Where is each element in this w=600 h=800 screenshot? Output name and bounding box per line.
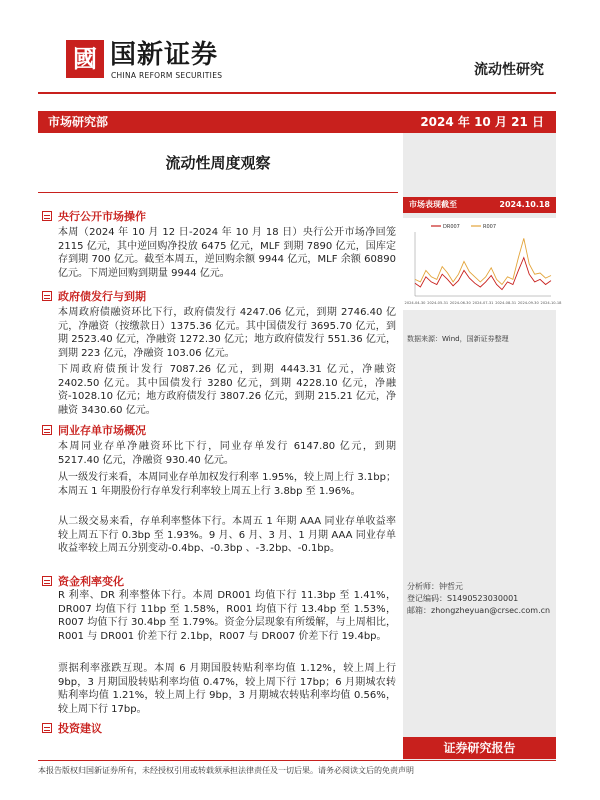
logo-mark — [66, 40, 104, 78]
section-heading-funding-rates: 资金利率变化 — [42, 575, 124, 589]
chart-header-title: 市场表现截至 — [409, 200, 457, 209]
paragraph: 本周政府债融资环比下行，政府债发行 4247.06 亿元，到期 2746.40 亿元，净融资（按缴款日）1375.36 亿元。其中国债发行 3695.70 亿元，到期 2523.40 亿元，净融资 1272.30 亿元；地方政府债发行 551.36 亿元，到期 223 亿元，净融资 103.06 亿元。 — [58, 307, 396, 359]
paragraph: 本周（2024 年 10 月 12 日-2024 年 10 月 18 日）央行公开市场净回笼 2115 亿元，其中逆回购净投放 6475 亿元，MLF 到期 7890 亿元，国库定存到期 700 亿元。截至本周五，逆回购余额 9944 亿元，MLF 余额 60890 亿元。下周逆回购到期量 9944 亿元。 — [58, 227, 396, 279]
logo-text-cn: 国新证券 — [110, 40, 219, 70]
report-date: 2024 年 10 月 21 日 — [420, 115, 544, 129]
title-rule — [38, 192, 398, 193]
department-bar — [38, 111, 556, 133]
section-icon — [42, 723, 52, 733]
paragraph: R 利率、DR 利率整体下行。本周 DR001 均值下行 11.3bp 至 1.41%，DR007 均值下行 11bp 至 1.58%，R001 均值下行 13.4bp 至 1.53%，R007 均值下行 30.4bp 至 1.79%。资金分层现象有所缓解，与上周相比，R001 与 DR001 价差下行 2.1bp，R007 与 DR007 价差下行 19.4bp。 — [58, 590, 396, 642]
paragraph: 下周政府债预计发行 7087.26 亿元，到期 4443.31 亿元，净融资 2402.50 亿元。其中国债发行 3280 亿元，到期 4228.10 亿元，净融资-1028.10 亿元；地方政府债发行 3807.26 亿元，到期 215.21 亿元，净融资 3430.60 亿元。 — [58, 364, 396, 416]
chart-header-bar — [403, 197, 556, 213]
x-tick-label: 2024-10-18 — [540, 301, 562, 305]
footer-rule — [38, 760, 556, 761]
market-chart — [403, 218, 562, 310]
x-tick-label: 2024-06-30 — [449, 301, 471, 305]
section-heading-open-market: 央行公开市场操作 — [42, 210, 146, 224]
paragraph: 本周同业存单净融资环比下行，同业存单发行 6147.80 亿元，到期 5217.40 亿元，净融资 930.40 亿元。 — [58, 441, 396, 466]
paragraph: 从二级交易来看，存单利率整体下行。本周五 1 年期 AAA 同业存单收益率较上周五下行 0.3bp 至 1.93%。9 月、6 月、3 月、1 月期 AAA 同业存单收益率较上周五分别变动-0.4bp、-0.3bp 、-3.2bp、-0.1bp。 — [58, 516, 396, 554]
chart-source: 数据来源：Wind，国新证券整理 — [407, 335, 509, 343]
report-label: 证券研究报告 — [443, 741, 516, 755]
section-heading-ncd: 同业存单市场概况 — [42, 424, 146, 438]
report-label-bar — [403, 737, 556, 759]
legend-label: R007 — [483, 224, 497, 230]
section-icon — [42, 576, 52, 586]
chart-header-date: 2024.10.18 — [499, 200, 550, 209]
section-icon — [42, 291, 52, 301]
legend-label: DR007 — [443, 224, 460, 230]
paragraph: 票据利率涨跌互现。本周 6 月期国股转贴利率均值 1.12%，较上周上行 9bp，3 月期国股转贴利率均值 0.47%，较上周下行 17bp；6 月期城农转贴利率均值 1.21%，较上周上行 9bp，3 月期城农转贴利率均值 0.56%，较上周下行 17bp。 — [58, 663, 396, 715]
x-tick-label: 2024-09-30 — [517, 301, 539, 305]
logo-glyph: 國 — [73, 45, 97, 73]
section-heading-gov-bonds: 政府债发行与到期 — [42, 290, 146, 304]
header-rule — [38, 92, 556, 94]
x-tick-label: 2024-04-30 — [404, 301, 426, 305]
page-title: 流动性周度观察 — [165, 154, 271, 172]
report-type: 流动性研究 — [474, 62, 544, 78]
analyst-license: 登记编码：S1490523030001 — [407, 594, 519, 603]
analyst-email: 邮箱：zhongzheyuan@crsec.com.cn — [407, 606, 551, 615]
section-icon — [42, 425, 52, 435]
x-tick-label: 2024-08-31 — [495, 301, 517, 305]
logo-text-en: CHINA REFORM SECURITIES — [111, 71, 223, 80]
department-label: 市场研究部 — [48, 115, 109, 129]
x-tick-label: 2024-05-31 — [427, 301, 449, 305]
paragraph: 从一级发行来看，本周同业存单加权发行利率 1.95%，较上周上行 3.1bp；本周五 1 年期股份行存单发行利率较上周五上行 3.8bp 至 1.96%。 — [58, 472, 396, 497]
x-tick-label: 2024-07-31 — [472, 301, 494, 305]
section-icon — [42, 211, 52, 221]
analyst-name: 分析师：钟哲元 — [407, 582, 463, 591]
disclaimer-footer: 本报告版权归国新证券所有，未经授权引用或转载须承担法律责任及一切后果。请务必阅读文后的免责声明 — [38, 766, 414, 775]
section-heading-investment-advice: 投资建议 — [42, 722, 102, 736]
